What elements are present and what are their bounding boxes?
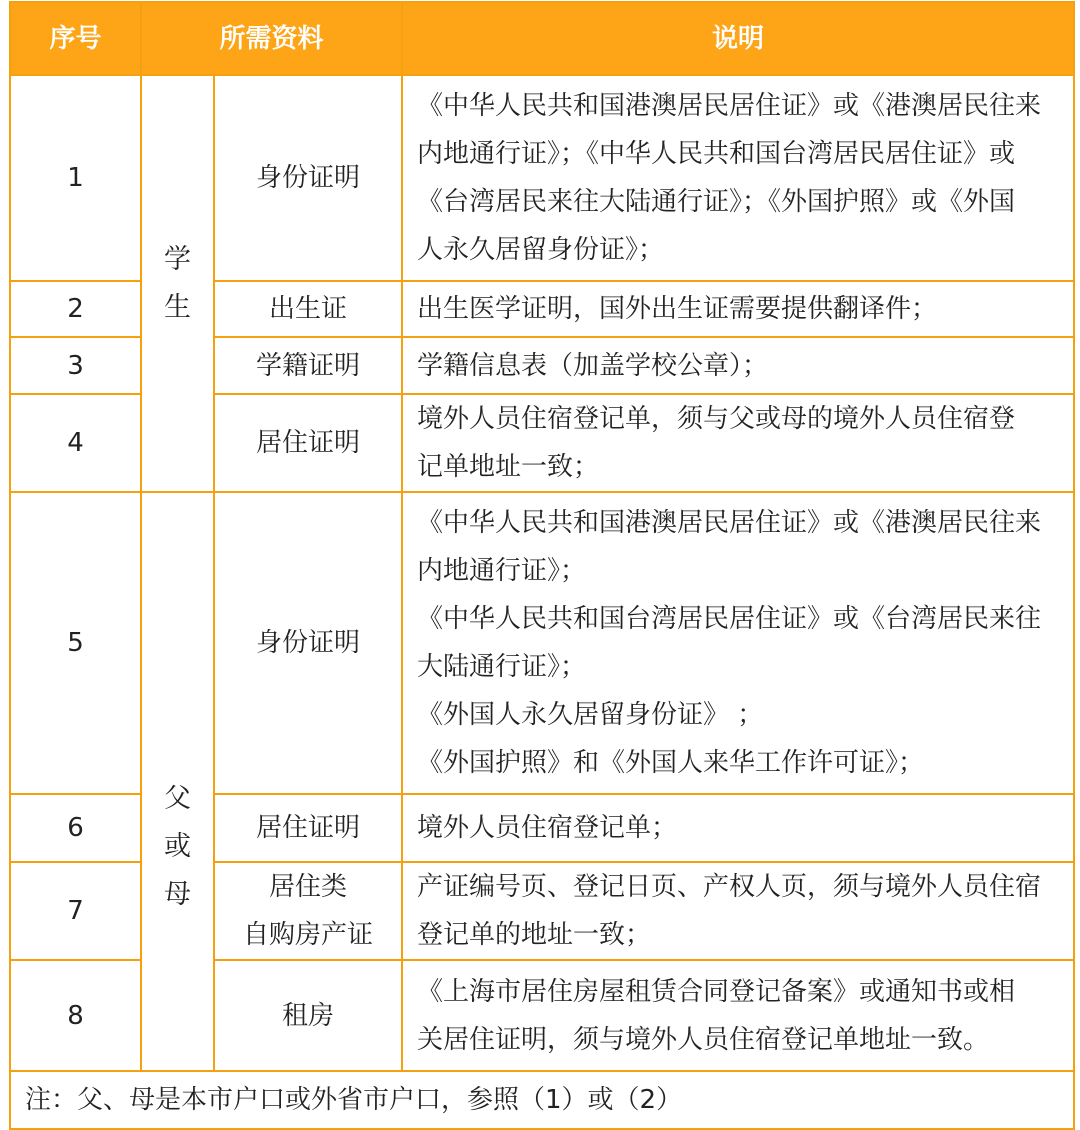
- desc-line: 登记单的地址一致；: [417, 920, 652, 950]
- desc-line: 境外人员住宿登记单；: [417, 813, 678, 843]
- row-desc: [402, 794, 1074, 862]
- group-parent: [141, 492, 214, 1071]
- group-char: 学: [164, 243, 191, 275]
- row-no: 1: [10, 75, 141, 281]
- header-no: 序号: [10, 2, 141, 75]
- desc-line: 《外国人永久居留身份证》 ；: [417, 700, 764, 730]
- desc-line: 内地通行证》；: [417, 556, 587, 586]
- row-material: [214, 394, 402, 492]
- desc-line: 出生医学证明，国外出生证需要提供翻译件；: [417, 294, 938, 324]
- desc-line: 《中华人民共和国台湾居民居住证》或《台湾居民来往: [417, 604, 1042, 634]
- materials-table: [9, 1, 1075, 1130]
- row-material: [214, 492, 402, 794]
- material-text: 身份证明: [256, 163, 361, 193]
- row-desc: [402, 394, 1074, 492]
- material-text: 学籍证明: [256, 350, 361, 381]
- group-char: 父: [164, 782, 191, 814]
- desc-line: 《中华人民共和国港澳居民居住证》或《港澳居民往来: [417, 508, 1042, 538]
- table-row: [10, 75, 1074, 281]
- material-text: 出生证: [269, 294, 348, 324]
- group-char: 母: [164, 878, 191, 910]
- row-no: 3: [10, 337, 141, 394]
- row-no: 2: [10, 281, 141, 337]
- row-no: 7: [10, 862, 141, 960]
- material-text: 自购房产证: [243, 920, 374, 950]
- desc-line: 学籍信息表（加盖学校公章）；: [417, 350, 769, 381]
- row-desc: [402, 281, 1074, 337]
- material-text: 居住证明: [256, 428, 361, 458]
- desc-line: 《外国护照》和《外国人来华工作许可证》；: [417, 748, 925, 778]
- group-student: [141, 75, 214, 492]
- desc-line: 内地通行证》；《中华人民共和国台湾居民居住证》或: [417, 139, 1016, 169]
- row-desc: [402, 75, 1074, 281]
- row-no: 6: [10, 794, 141, 862]
- row-no: 5: [10, 492, 141, 794]
- row-material: [214, 794, 402, 862]
- row-material: [214, 862, 402, 960]
- table-row: [10, 492, 1074, 794]
- header-desc: 说明: [402, 2, 1074, 75]
- row-no: 4: [10, 394, 141, 492]
- table-header-row: [10, 2, 1074, 75]
- row-no: 8: [10, 960, 141, 1071]
- material-text: 租房: [282, 1000, 335, 1031]
- material-text: 居住类: [269, 872, 348, 902]
- desc-line: 关居住证明，须与境外人员住宿登记单地址一致。: [417, 1024, 990, 1055]
- row-material: [214, 960, 402, 1071]
- desc-line: 大陆通行证》；: [417, 652, 587, 682]
- desc-line: 产证编号页、登记日页、产权人页，须与境外人员住宿: [417, 872, 1042, 902]
- desc-line: 人永久居留身份证》；: [417, 235, 665, 265]
- note-text: 注：父、母是本市户口或外省市户口，参照（1）或（2）: [10, 1071, 1074, 1129]
- row-material: [214, 337, 402, 394]
- row-desc: [402, 960, 1074, 1071]
- row-material: [214, 281, 402, 337]
- group-char: 或: [164, 830, 191, 862]
- desc-line: 记单地址一致；: [417, 452, 600, 482]
- note-row: [10, 1071, 1074, 1129]
- row-material: [214, 75, 402, 281]
- desc-line: 境外人员住宿登记单，须与父或母的境外人员住宿登: [417, 404, 1016, 434]
- header-material: 所需资料: [141, 2, 402, 75]
- desc-line: 《上海市居住房屋租赁合同登记备案》或通知书或相: [417, 976, 1016, 1007]
- row-desc: [402, 862, 1074, 960]
- group-char: 生: [164, 291, 191, 323]
- desc-line: 《中华人民共和国港澳居民居住证》或《港澳居民往来: [417, 91, 1042, 121]
- row-desc: [402, 337, 1074, 394]
- material-text: 身份证明: [256, 628, 361, 658]
- material-text: 居住证明: [256, 813, 361, 843]
- row-desc: [402, 492, 1074, 794]
- desc-line: 《台湾居民来往大陆通行证》；《外国护照》或《外国: [417, 187, 1016, 217]
